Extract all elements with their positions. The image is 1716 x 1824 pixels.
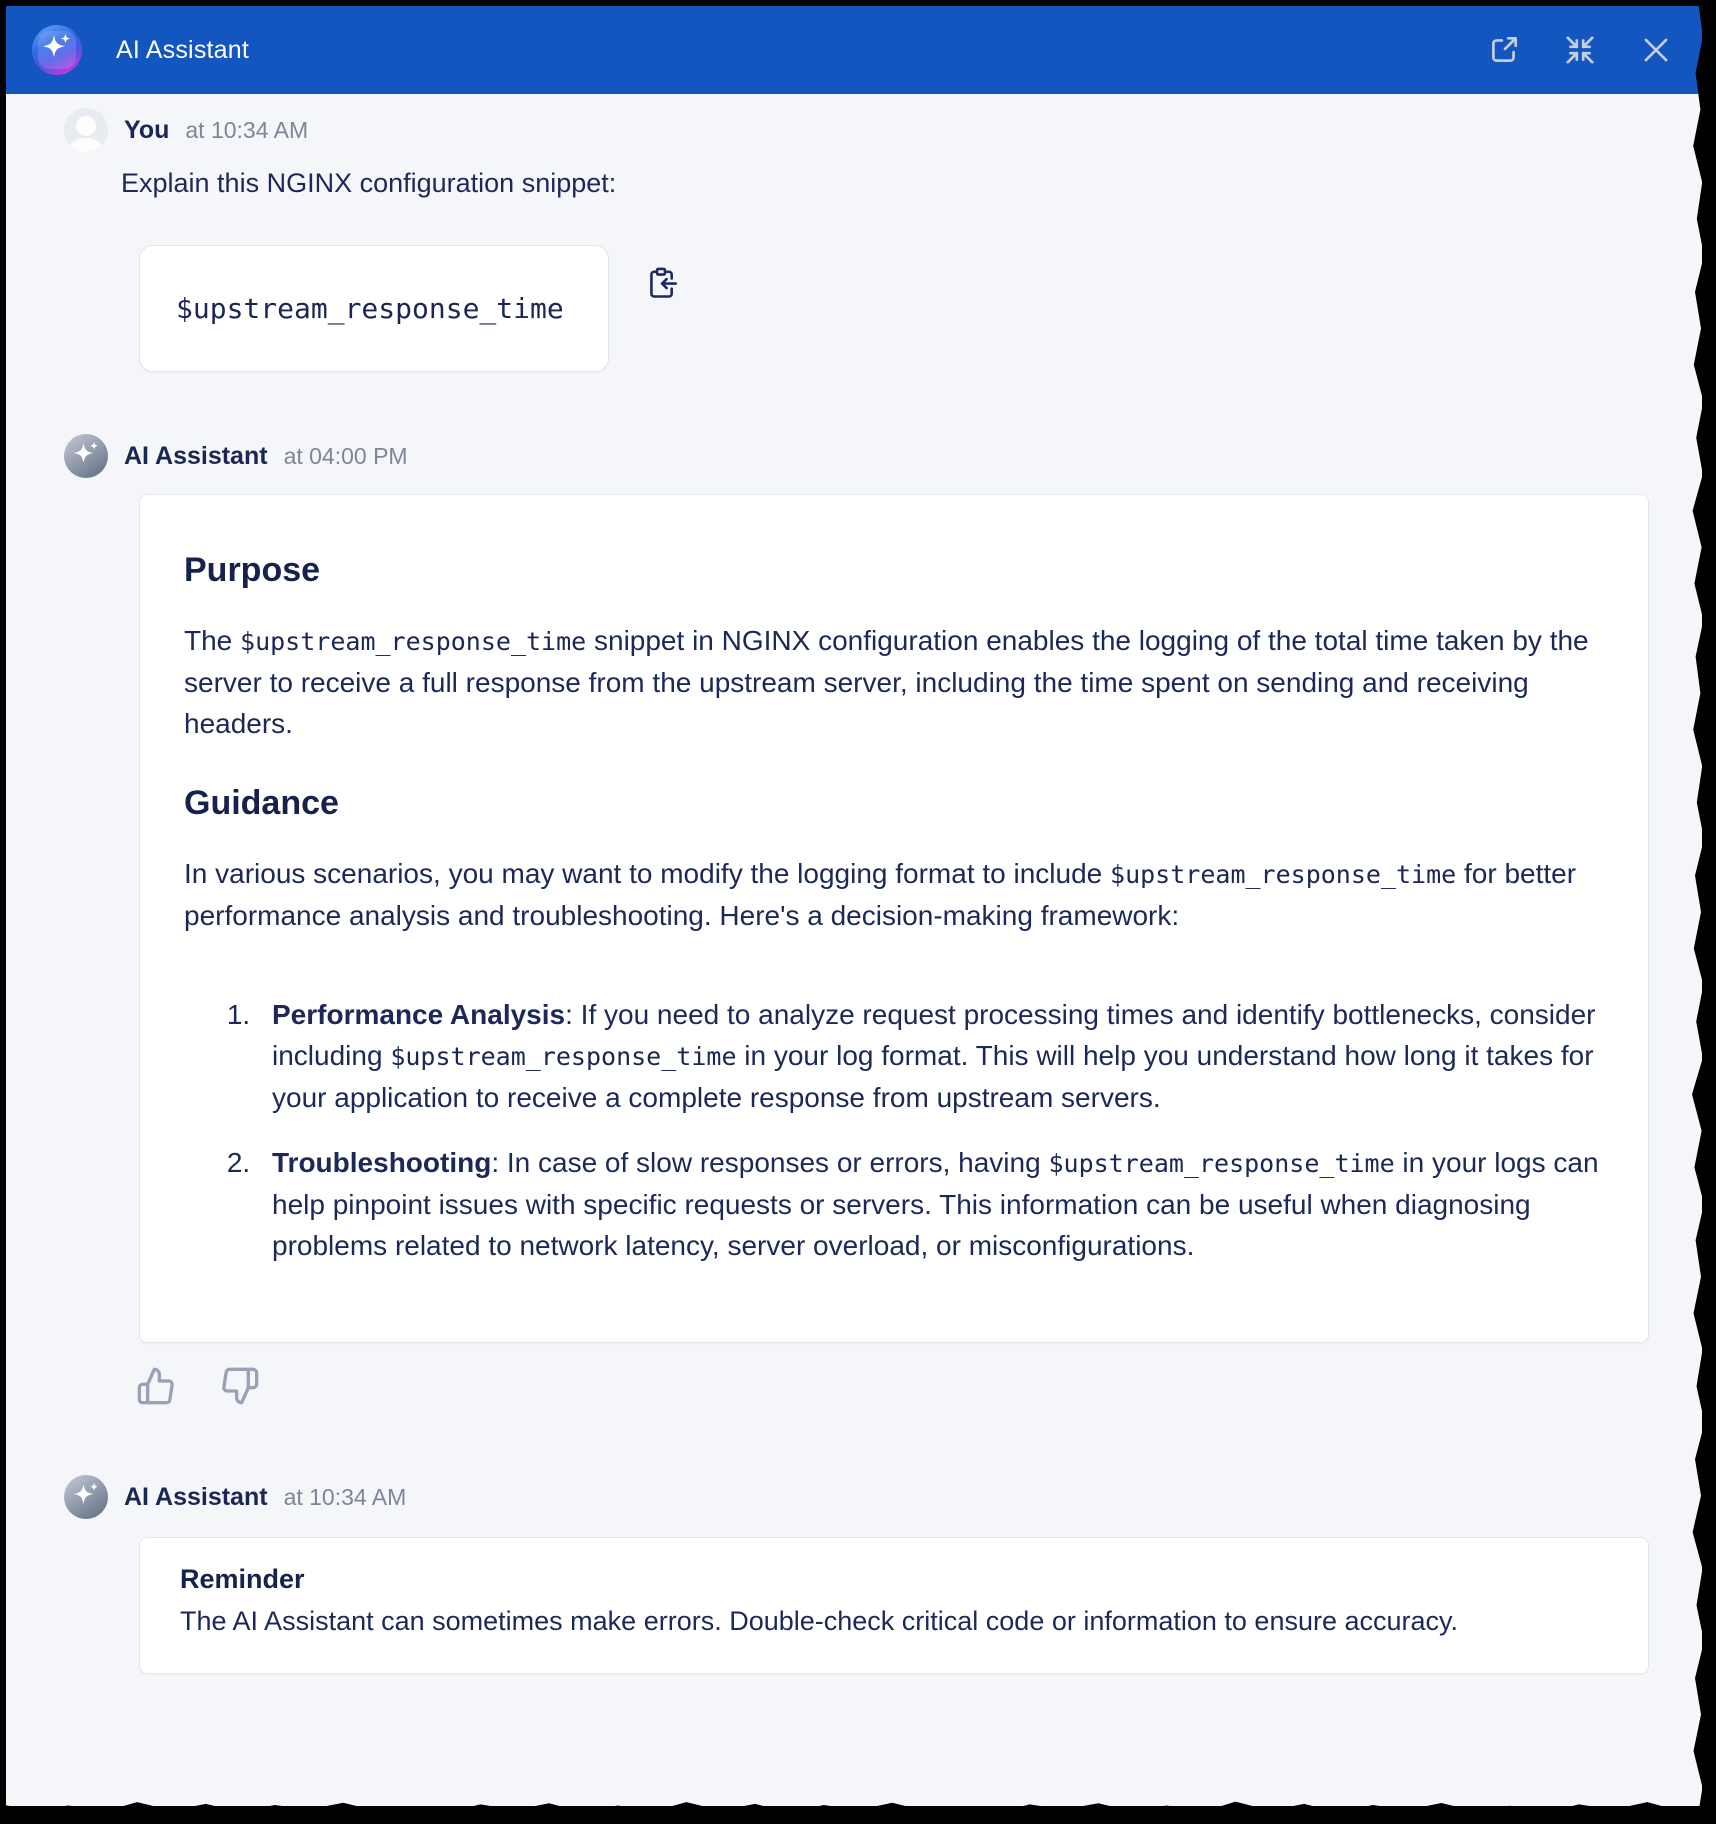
person-icon <box>76 116 96 136</box>
guidance-heading: Guidance <box>184 784 339 822</box>
assistant-message-header <box>64 1475 1649 1519</box>
thumbs-up-icon <box>136 1366 176 1406</box>
user-message <box>64 108 1649 372</box>
user-avatar <box>64 108 108 152</box>
author-name: AI Assistant <box>124 1482 268 1511</box>
assistant-avatar <box>64 1475 108 1519</box>
author-name: AI Assistant <box>124 441 268 470</box>
code-snippet-row <box>139 245 1649 372</box>
author-name: You <box>124 115 170 144</box>
assistant-reminder-message <box>64 1475 1649 1674</box>
code-snippet-card <box>139 245 609 372</box>
message-timestamp: at 10:34 AM <box>185 116 309 143</box>
purpose-paragraph: The $upstream_response_time snippet in NGINX configuration enables the logging of the total time taken by the server to receive a full response from the upstream server, including the time spent on sending and receiving headers. <box>184 625 1589 739</box>
list-item-performance-analysis: 1. Performance Analysis: If you need to analyze request processing times and identify bottlenecks, consider including $upstream_response_time in your log format. This will help you understand how long it takes for your application to receive a complete response from upstream servers. <box>258 994 1604 1118</box>
reminder-text: The AI Assistant can sometimes make errors. Double-check critical code or information to ensure accuracy. <box>180 1606 1459 1636</box>
collapse-panel-button[interactable] <box>1562 32 1598 68</box>
guidance-paragraph: In various scenarios, you may want to modify the logging format to include $upstream_response_time for better performance analysis and troubleshooting. Here's a decision-making framework: <box>184 858 1577 931</box>
list-item-troubleshooting: 2. Troubleshooting: In case of slow responses or errors, having $upstream_response_time in your logs can help pinpoint issues with specific requests or servers. This information can be useful when diagnosing problems related to network latency, server overload, or misconfigurations. <box>258 1142 1604 1266</box>
sparkle-icon <box>32 25 82 75</box>
user-message-text: Explain this NGINX configuration snippet: <box>121 168 617 198</box>
assistant-message <box>64 434 1649 1409</box>
copy-snippet-button[interactable] <box>643 265 679 304</box>
open-in-new-window-button[interactable] <box>1486 32 1522 68</box>
guidance-list <box>184 994 1604 1266</box>
window-controls <box>1486 32 1674 68</box>
panel-title: AI Assistant <box>116 35 250 64</box>
reminder-heading: Reminder <box>180 1564 305 1594</box>
reminder-card <box>139 1537 1649 1674</box>
user-message-header <box>64 108 1649 152</box>
close-button[interactable] <box>1638 32 1674 68</box>
close-icon <box>1639 33 1673 67</box>
message-timestamp: at 04:00 PM <box>283 442 408 469</box>
chat-transcript <box>6 94 1702 1674</box>
message-timestamp: at 10:34 AM <box>283 1483 407 1510</box>
ai-assistant-panel <box>6 6 1702 1806</box>
code-snippet-text: $upstream_response_time <box>176 292 564 325</box>
collapse-icon <box>1563 33 1597 67</box>
open-in-new-window-icon <box>1487 33 1521 67</box>
purpose-heading: Purpose <box>184 551 321 589</box>
thumbs-down-icon <box>220 1366 260 1406</box>
assistant-response-card <box>139 494 1649 1343</box>
assistant-avatar <box>64 434 108 478</box>
ai-assistant-logo <box>32 25 82 75</box>
sparkle-icon <box>64 434 108 478</box>
assistant-message-header <box>64 434 1649 478</box>
clipboard-arrow-icon <box>643 265 679 301</box>
sparkle-icon <box>64 1475 108 1519</box>
panel-header <box>6 6 1702 94</box>
thumbs-up-button[interactable] <box>136 1365 176 1409</box>
thumbs-down-button[interactable] <box>220 1365 260 1409</box>
feedback-controls <box>136 1365 1649 1409</box>
